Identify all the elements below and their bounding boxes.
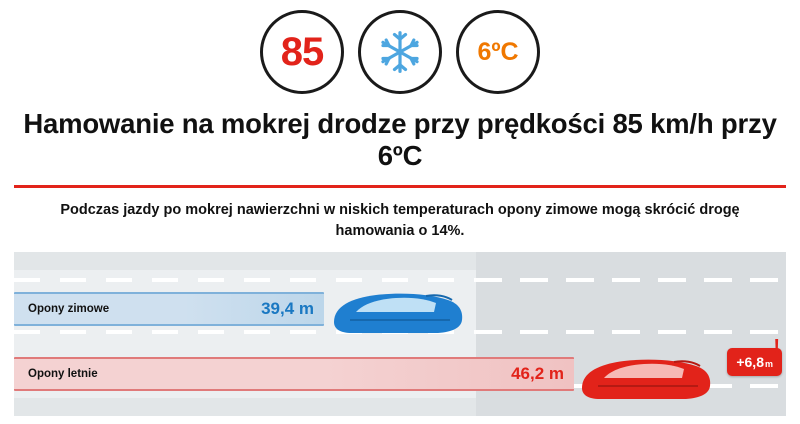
page-subtitle: Podczas jazdy po mokrej nawierzchni w niskich temperaturach opony zimowe mogą skrócić drogę hamowania o 14%. (60, 201, 740, 239)
bar-winter-value: 39,4 m (261, 299, 314, 318)
bar-winter-label: Opony zimowe (28, 303, 110, 315)
car-winter-icon (326, 276, 466, 347)
temperature-badge (456, 10, 540, 94)
temperature-value: 6ºC (477, 37, 519, 66)
badge-row (0, 0, 800, 94)
divider (14, 185, 786, 188)
bar-summer-tires (14, 357, 574, 391)
snowflake-badge (358, 10, 442, 94)
bar-winter-tires (14, 292, 324, 326)
snowflake-icon (377, 29, 423, 75)
bar-summer-value: 46,2 m (511, 364, 564, 383)
braking-distance-chart (14, 252, 786, 416)
exclamation-icon: ! (773, 336, 780, 358)
bar-summer-label: Opony letnie (28, 368, 98, 380)
difference-unit: m (764, 359, 773, 369)
page-title: Hamowanie na mokrej drodze przy prędkości 85 km/h przy 6ºC (23, 108, 777, 172)
difference-value: +6,8 (736, 354, 764, 370)
speed-badge (260, 10, 344, 94)
speed-value: 85 (280, 29, 324, 74)
car-summer-icon (574, 342, 714, 413)
